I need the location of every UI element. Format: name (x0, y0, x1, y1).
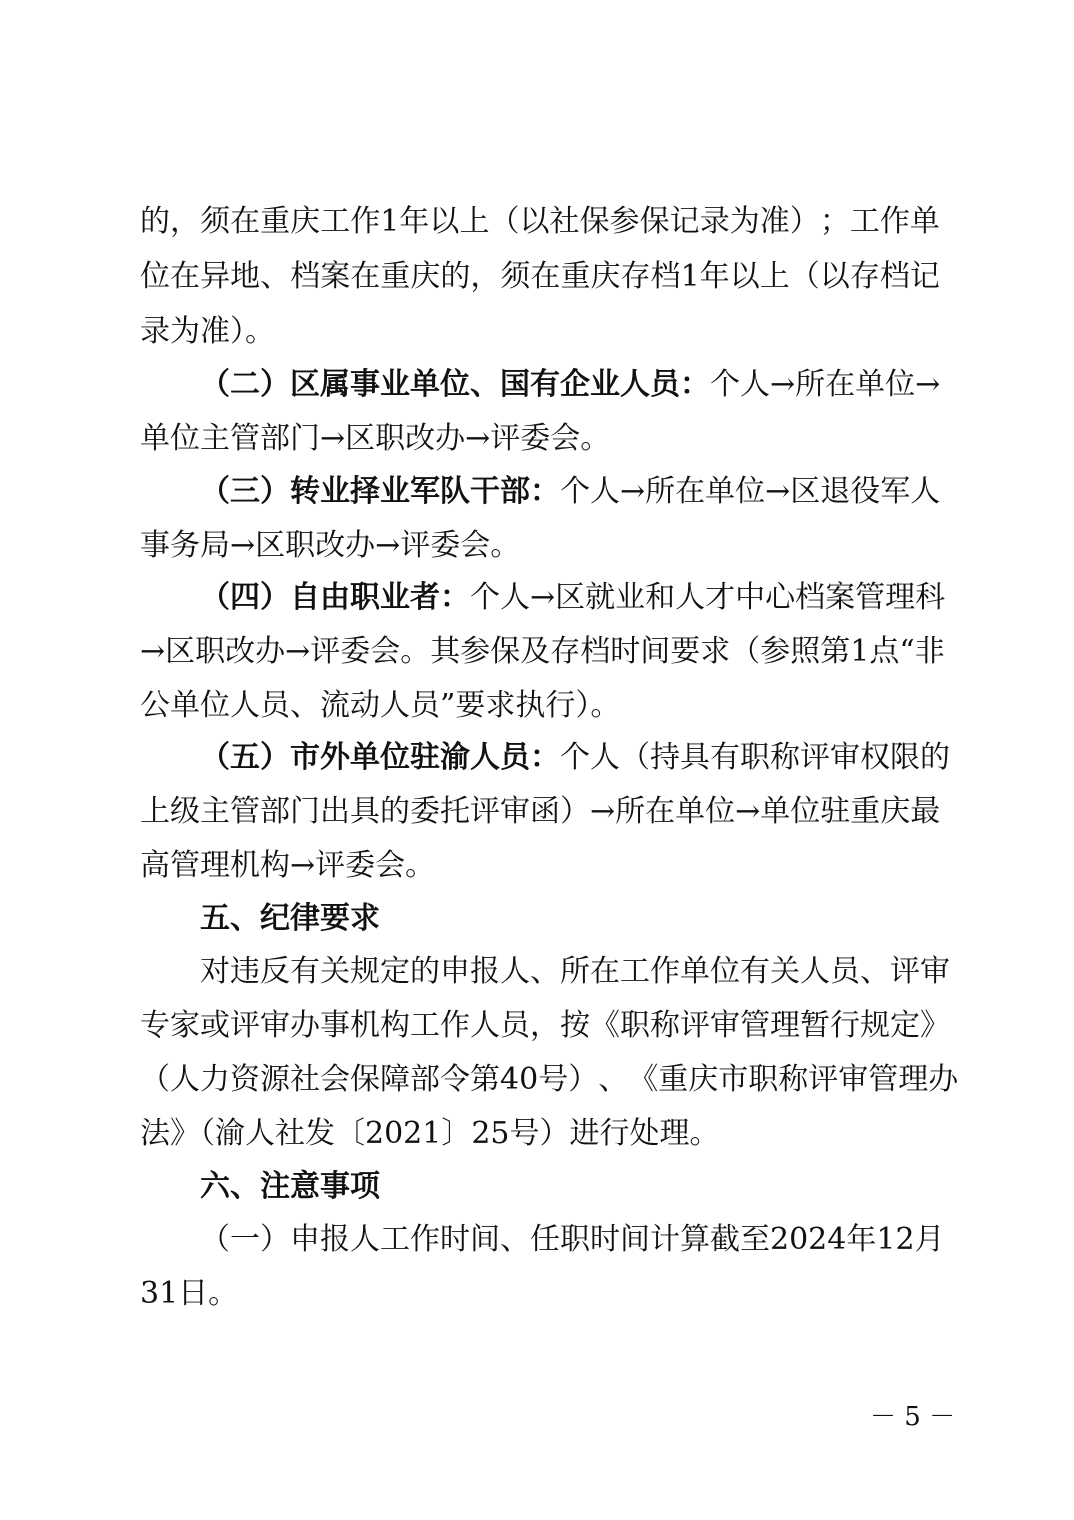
section-heading: 五、纪律要求 (200, 901, 380, 936)
text-line: 事务局→区职改办→评委会。 (140, 528, 521, 563)
paragraph-body: 个 人 （ 持 具 有 职 称 评 审 权 限 的 (560, 740, 950, 775)
paragraph-lead: （二）区属事业单位、国有企业人员： (200, 367, 710, 402)
text-line: 高管理机构→评委会。 (140, 848, 436, 883)
text-line: 上 级 主 管 部 门 出 具 的 委 托 评 审 函 ） → 所 在 单 位 → 单 位 驻 重 庆 最 (140, 794, 941, 829)
text-line: 法》（渝人社发〔2021〕25号）进行处理。 (140, 1116, 720, 1151)
text-line: （ 一 ） 申 报 人 工 作 时 间 、 任 职 时 间 计 算 截 至 2024 年 12 月 (200, 1222, 945, 1257)
text-line: 单位主管部门→区职改办→评委会。 (140, 421, 611, 456)
text-line (200, 738, 950, 778)
section-heading: 六、注意事项 (200, 1169, 380, 1204)
text-line: → 区 职 改 办 → 评 委 会 。 其 参 保 及 存 档 时 间 要 求 （ 参 照 第 1 点 “ 非 (140, 634, 945, 669)
text-line: 公单位人员、流动人员”要求执行）。 (140, 688, 621, 723)
paragraph-lead: （三）转业择业军队干部： (200, 474, 560, 509)
text-line: 的 ， 须 在 重 庆 工 作 1 年 以 上 （ 以 社 保 参 保 记 录 为 准 ） ； 工 作 单 (140, 204, 940, 239)
paragraph-body: 个 人 → 所 在 单 位 → 区 退 役 军 人 (560, 474, 941, 509)
text-line (200, 365, 940, 405)
paragraph-body: 个 人 → 所 在 单 位 → (710, 367, 941, 402)
text-line: 31日。 (140, 1276, 239, 1311)
text-line (200, 472, 940, 512)
text-line: 位 在 异 地 、 档 案 在 重 庆 的 ， 须 在 重 庆 存 档 1 年 以 上 （ 以 存 档 记 (140, 259, 940, 294)
paragraph-lead: （四）自由职业者： (200, 580, 470, 615)
text-line: 专 家 或 评 审 办 事 机 构 工 作 人 员 ， 按 《 职 称 评 审 管 理 暂 行 规 定 》 (140, 1008, 950, 1043)
paragraph-body: 个 人 → 区 就 业 和 人 才 中 心 档 案 管 理 科 (470, 580, 946, 615)
text-line: 录为准）。 (140, 314, 275, 349)
text-line: （ 人 力 资 源 社 会 保 障 部 令 第 40 号 ） 、 《 重 庆 市 职 称 评 审 管 理 办 (140, 1062, 959, 1097)
text-line (200, 578, 946, 618)
text-line: 对 违 反 有 关 规 定 的 申 报 人 、 所 在 工 作 单 位 有 关 人 员 、 评 审 (200, 954, 950, 989)
page-number: － 5 － (870, 1402, 956, 1432)
paragraph-lead: （五）市外单位驻渝人员： (200, 740, 560, 775)
